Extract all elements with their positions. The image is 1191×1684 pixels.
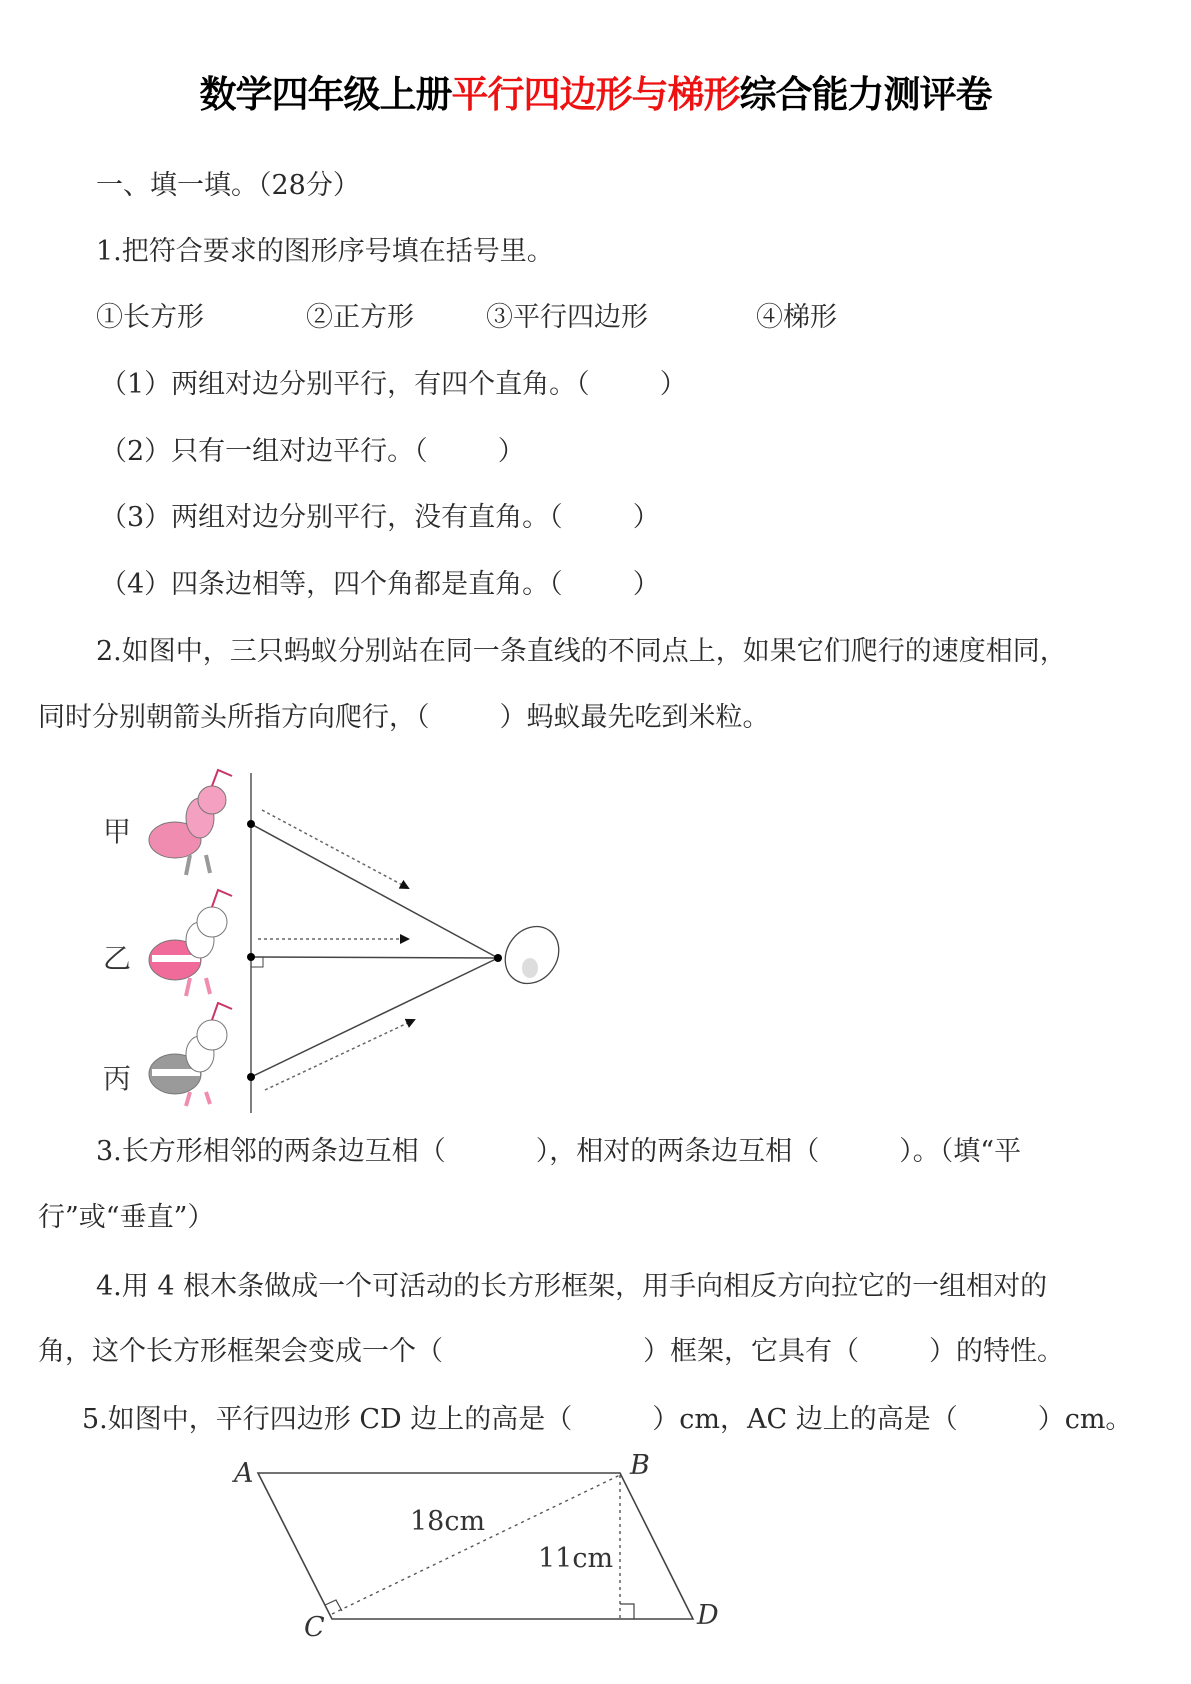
q2-text-a: 同时分别朝箭头所指方向爬行，（: [38, 702, 430, 733]
q1-option-1: ①长方形: [96, 302, 204, 333]
q4-line-1: 4.用 4 根木条做成一个可活动的长方形框架，用手向相反方向拉它的一组相对的: [96, 1271, 1048, 1302]
title-prefix: 数学四年级上册: [199, 73, 452, 116]
title-highlight: 平行四边形与梯形: [451, 73, 740, 116]
label-yi: 乙: [103, 942, 132, 975]
q3-line-2: 行”或“垂直”）: [38, 1202, 215, 1233]
q4-text-c: ）的特性。: [929, 1336, 1064, 1367]
close-paren: ）: [659, 369, 687, 400]
label-bing: 丙: [103, 1062, 132, 1095]
q1-item-1-text: （1）两组对边分别平行，有四个直角。（: [100, 369, 590, 400]
close-paren: ）: [632, 502, 660, 533]
vertex-a: A: [234, 1458, 254, 1489]
q4-text-a: 角，这个长方形框架会变成一个（: [38, 1336, 443, 1367]
q5-text-c: ）cm。: [1037, 1404, 1133, 1435]
height-length-label: 11cm: [538, 1543, 614, 1574]
q5-text-b: ）cm，AC 边上的高是（: [652, 1404, 958, 1435]
label-jia: 甲: [103, 815, 132, 848]
q2-line-1: 2.如图中，三只蚂蚁分别站在同一条直线的不同点上，如果它们爬行的速度相同，: [96, 636, 1067, 667]
q2-text-b: ）蚂蚁最先吃到米粒。: [499, 702, 770, 733]
q1-option-4: ④梯形: [756, 302, 837, 333]
title-suffix: 综合能力测评卷: [739, 73, 992, 116]
q1-option-2: ②正方形: [306, 302, 414, 333]
q3-text-b: ），相对的两条边互相（: [535, 1136, 820, 1167]
vertex-b: B: [630, 1450, 650, 1481]
close-paren: ）: [497, 436, 525, 467]
vertex-c: C: [304, 1612, 325, 1643]
section-heading: 一、填一填。（28分）: [96, 170, 360, 201]
q1-item-3-text: （3）两组对边分别平行，没有直角。（: [100, 502, 563, 533]
q4-text-b: ）框架，它具有（: [643, 1336, 859, 1367]
q1-item-2-text: （2）只有一组对边平行。（: [100, 436, 428, 467]
vertex-d: D: [697, 1600, 719, 1631]
diagonal-length-label: 18cm: [410, 1506, 486, 1537]
q1-option-3: ③平行四边形: [486, 302, 648, 333]
q5-text-a: 5.如图中，平行四边形 CD 边上的高是（: [82, 1404, 573, 1435]
q3-text-c: ）。（填“平: [899, 1136, 1022, 1167]
q1-item-4-text: （4）四条边相等，四个角都是直角。（: [100, 569, 563, 600]
q3-text-a: 3.长方形相邻的两条边互相（: [96, 1136, 446, 1167]
q1-prompt: 1.把符合要求的图形序号填在括号里。: [96, 236, 554, 267]
close-paren: ）: [632, 569, 660, 600]
